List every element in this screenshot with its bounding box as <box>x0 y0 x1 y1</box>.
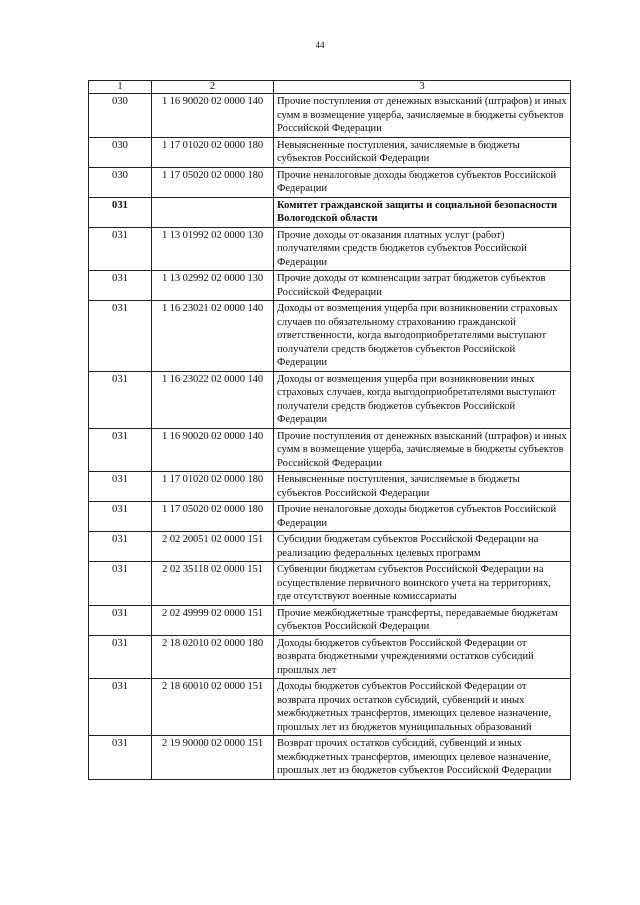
budget-code-cell: 2 18 02010 02 0000 180 <box>152 635 274 679</box>
budget-code-cell: 1 17 01020 02 0000 180 <box>152 472 274 502</box>
table-row <box>89 562 571 606</box>
budget-code-cell: 1 17 01020 02 0000 180 <box>152 137 274 167</box>
description-cell: Прочие неналоговые доходы бюджетов субъектов Российской Федерации <box>274 167 571 197</box>
table-row <box>89 167 571 197</box>
admin-code-cell: 031 <box>89 271 152 301</box>
column-header-1: 1 <box>89 81 152 94</box>
budget-code-cell: 1 16 90020 02 0000 140 <box>152 94 274 138</box>
description-cell: Прочие поступления от денежных взысканий (штрафов) и иных сумм в возмещение ущерба, зачисляемые в бюджеты субъектов Российской Федерации <box>274 94 571 138</box>
description-cell: Возврат прочих остатков субсидий, субвенций и иных межбюджетных трансфертов, имеющих целевое назначение, прошлых лет из бюджетов субъектов Российской Федерации <box>274 736 571 780</box>
admin-code-cell: 030 <box>89 94 152 138</box>
table-row <box>89 428 571 472</box>
description-cell: Прочие межбюджетные трансферты, передаваемые бюджетам субъектов Российской Федерации <box>274 605 571 635</box>
description-cell: Комитет гражданской защиты и социальной безопасности Вологодской области <box>274 197 571 227</box>
column-header-2: 2 <box>152 81 274 94</box>
description-cell: Прочие доходы от оказания платных услуг (работ) получателями средств бюджетов субъектов Российской Федерации <box>274 227 571 271</box>
admin-code-cell: 030 <box>89 167 152 197</box>
admin-code-cell: 031 <box>89 472 152 502</box>
admin-code-cell: 031 <box>89 562 152 606</box>
budget-code-cell: 1 17 05020 02 0000 180 <box>152 167 274 197</box>
budget-code-cell: 1 16 90020 02 0000 140 <box>152 428 274 472</box>
admin-code-cell: 031 <box>89 371 152 428</box>
admin-code-cell: 031 <box>89 605 152 635</box>
table-body <box>89 94 571 780</box>
table-row <box>89 679 571 736</box>
admin-code-cell: 031 <box>89 301 152 372</box>
table-row <box>89 736 571 780</box>
budget-code-cell: 1 16 23021 02 0000 140 <box>152 301 274 372</box>
budget-code-cell: 2 02 20051 02 0000 151 <box>152 532 274 562</box>
table-row <box>89 271 571 301</box>
page-number: 44 <box>315 40 325 50</box>
description-cell: Доходы бюджетов субъектов Российской Федерации от возврата бюджетными учреждениями остатков субсидий прошлых лет <box>274 635 571 679</box>
description-cell: Прочие поступления от денежных взысканий (штрафов) и иных сумм в возмещение ущерба, зачисляемые в бюджеты субъектов Российской Федерации <box>274 428 571 472</box>
budget-code-cell: 1 17 05020 02 0000 180 <box>152 502 274 532</box>
table-header-row <box>89 81 571 94</box>
admin-code-cell: 031 <box>89 197 152 227</box>
revenue-codes-table <box>88 80 571 780</box>
admin-code-cell: 030 <box>89 137 152 167</box>
table-row <box>89 227 571 271</box>
table-row <box>89 472 571 502</box>
table-row <box>89 301 571 372</box>
description-cell: Доходы бюджетов субъектов Российской Федерации от возврата прочих остатков субсидий, субвенций и иных межбюджетных трансфертов, имеющих целевое назначение, прошлых лет из бюджетов муниципальных образований <box>274 679 571 736</box>
budget-code-cell: 2 02 35118 02 0000 151 <box>152 562 274 606</box>
budget-code-cell: 2 18 60010 02 0000 151 <box>152 679 274 736</box>
description-cell: Прочие доходы от компенсации затрат бюджетов субъектов Российской Федерации <box>274 271 571 301</box>
description-cell: Субсидии бюджетам субъектов Российской Федерации на реализацию федеральных целевых программ <box>274 532 571 562</box>
table-row <box>89 371 571 428</box>
budget-code-cell: 2 19 90000 02 0000 151 <box>152 736 274 780</box>
table-row <box>89 635 571 679</box>
description-cell: Доходы от возмещения ущерба при возникновении иных страховых случаев, когда выгодоприобретателями выступают получатели средств бюджетов субъектов Российской Федерации <box>274 371 571 428</box>
table-row <box>89 137 571 167</box>
description-cell: Невыясненные поступления, зачисляемые в бюджеты субъектов Российской Федерации <box>274 137 571 167</box>
admin-code-cell: 031 <box>89 679 152 736</box>
admin-code-cell: 031 <box>89 736 152 780</box>
table-row <box>89 94 571 138</box>
table-row <box>89 605 571 635</box>
admin-code-cell: 031 <box>89 428 152 472</box>
table-row <box>89 197 571 227</box>
column-header-3: 3 <box>274 81 571 94</box>
table-row <box>89 532 571 562</box>
budget-code-cell: 1 16 23022 02 0000 140 <box>152 371 274 428</box>
description-cell: Прочие неналоговые доходы бюджетов субъектов Российской Федерации <box>274 502 571 532</box>
admin-code-cell: 031 <box>89 502 152 532</box>
description-cell: Доходы от возмещения ущерба при возникновении страховых случаев по обязательному страхованию гражданской ответственности, когда выгодоприобретателями выступают получатели средств бюджетов субъектов Российской Федерации <box>274 301 571 372</box>
budget-code-cell: 2 02 49999 02 0000 151 <box>152 605 274 635</box>
budget-code-cell: 1 13 01992 02 0000 130 <box>152 227 274 271</box>
admin-code-cell: 031 <box>89 227 152 271</box>
admin-code-cell: 031 <box>89 532 152 562</box>
budget-code-cell <box>152 197 274 227</box>
admin-code-cell: 031 <box>89 635 152 679</box>
budget-code-cell: 1 13 02992 02 0000 130 <box>152 271 274 301</box>
description-cell: Невыясненные поступления, зачисляемые в бюджеты субъектов Российской Федерации <box>274 472 571 502</box>
description-cell: Субвенции бюджетам субъектов Российской Федерации на осуществление первичного воинского учета на территориях, где отсутствуют военные комиссариаты <box>274 562 571 606</box>
table-row <box>89 502 571 532</box>
